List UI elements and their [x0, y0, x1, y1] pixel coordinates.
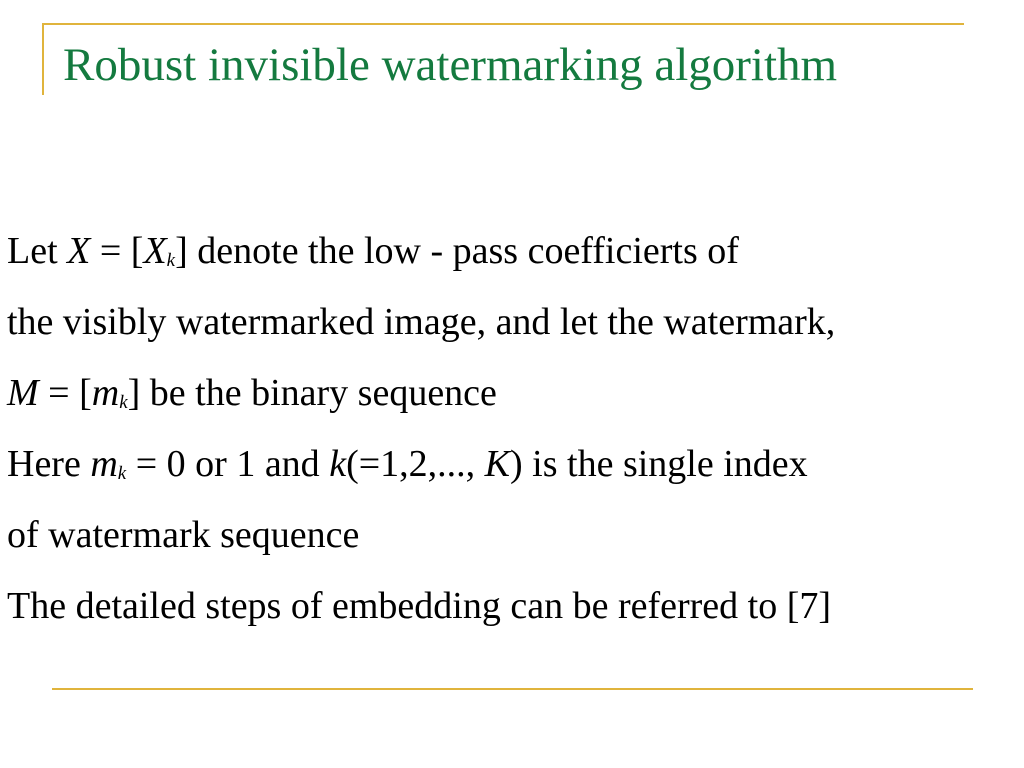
body-line-5: of watermark sequence	[7, 514, 360, 556]
text-segment: Let	[7, 230, 68, 272]
text-segment: = [	[38, 372, 92, 414]
body-line-6: The detailed steps of embedding can be referred to [7]	[7, 585, 832, 627]
text-segment: ] be the binary sequence	[127, 372, 497, 414]
text-segment: Here	[7, 443, 91, 485]
body-line-4	[7, 438, 1019, 509]
text-segment: = [	[90, 230, 144, 272]
body-line-3	[7, 367, 1019, 438]
subscript-k: k	[119, 392, 128, 413]
footer-rule	[52, 688, 973, 690]
slide-body	[7, 225, 1019, 651]
title-frame-left-rule	[42, 23, 44, 95]
body-line-2: the visibly watermarked image, and let the watermark,	[7, 301, 836, 343]
text-segment: ] denote the low - pass coefficierts of	[175, 230, 739, 272]
subscript-k: k	[117, 463, 127, 484]
text-segment: ) is the single index	[510, 443, 808, 485]
math-variable-k: k	[329, 443, 347, 485]
slide-title: Robust invisible watermarking algorithm	[63, 39, 838, 91]
subscript-k: k	[166, 250, 176, 271]
math-variable-M: M	[7, 372, 39, 414]
text-segment: = 0 or 1 and	[126, 443, 330, 485]
math-variable-Xk: X	[143, 230, 167, 272]
math-variable-K: K	[484, 443, 511, 485]
math-variable-mk: m	[90, 443, 118, 485]
title-frame-top-rule	[42, 23, 964, 25]
text-segment: (=1,2,...,	[346, 443, 485, 485]
math-variable-mk: m	[91, 372, 120, 414]
body-line-1	[7, 225, 1019, 296]
math-variable-X: X	[67, 230, 91, 272]
